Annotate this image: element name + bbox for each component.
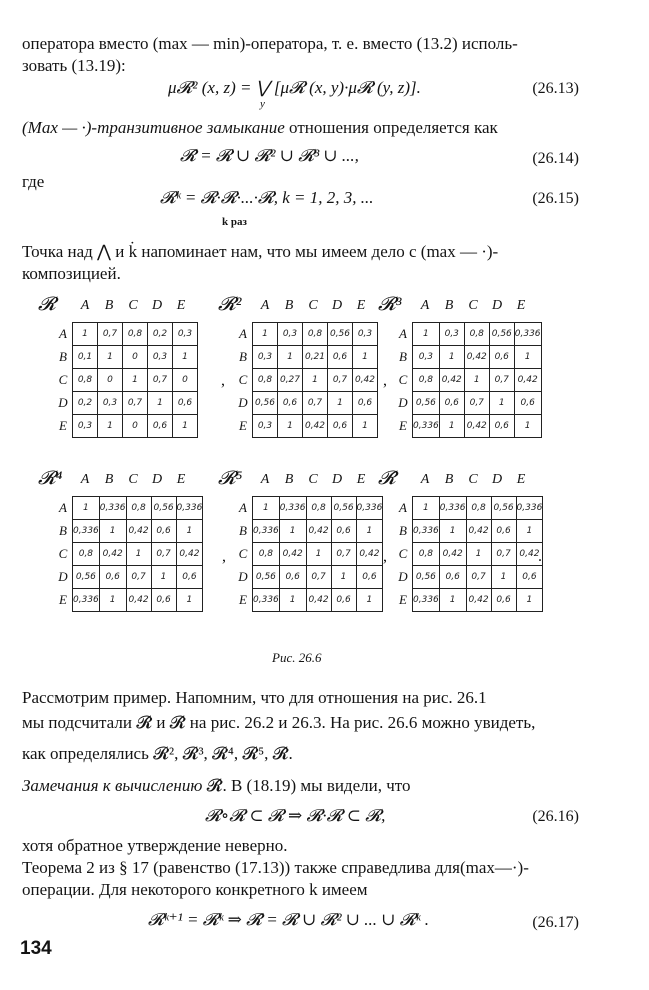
row-header: B: [59, 349, 67, 364]
matrix-cell: 1: [278, 346, 303, 369]
row-header: A: [239, 500, 247, 515]
matrix-1-column-headers: [73, 298, 193, 314]
matrix-1-table: [72, 322, 198, 438]
text-line-12: операции. Для некоторого конкретного k имеем: [22, 880, 368, 899]
row-header: D: [398, 569, 408, 584]
matrix-cell: 0,8: [303, 323, 328, 346]
matrix-row: [413, 415, 542, 438]
column-header: C: [468, 298, 478, 313]
row-header: C: [238, 546, 248, 561]
matrix-5-column-headers: [253, 472, 373, 488]
row-header: B: [239, 349, 247, 364]
matrix-row: [413, 520, 543, 543]
matrix-cell: 0,42: [516, 543, 543, 566]
column-header: A: [260, 298, 270, 313]
matrix-cell: 0,3: [173, 323, 198, 346]
matrix-cell: 0,42: [514, 369, 541, 392]
matrix-cell: 0,6: [148, 415, 173, 438]
matrix-separator: ,: [221, 372, 225, 389]
matrix-cell: 0,336: [253, 589, 280, 612]
matrix-row: [253, 346, 378, 369]
matrix-cell: 0,56: [328, 323, 353, 346]
text-line-2: зовать (13.19):: [22, 56, 126, 75]
column-header: A: [420, 472, 430, 487]
matrix-cell: 0,42: [464, 415, 489, 438]
matrix-cell: 1: [514, 346, 541, 369]
row-header: E: [399, 418, 407, 433]
text-line-8: как определялись 𝓡², 𝓡³, 𝓡⁴, 𝓡⁵, 𝓡̂.: [22, 744, 293, 763]
max-dot-label: (Max — ·)-: [22, 118, 98, 137]
matrix-cell: 0,6: [278, 392, 303, 415]
matrix-cell: 0,56: [151, 497, 176, 520]
formula-26-13: μ𝓡² (x, z) = ⋁ [μ𝓡 (x, y)·μ𝓡 (y, z)].: [168, 78, 421, 97]
matrix-2-label: 𝓡²: [218, 294, 242, 315]
figure-caption: Рис. 26.6: [272, 650, 322, 665]
matrix-4-column-headers: [73, 472, 193, 488]
matrix-cell: 0,336: [413, 520, 440, 543]
matrix-cell: 0,8: [123, 323, 148, 346]
matrix-cell: 0,6: [331, 520, 356, 543]
matrix-row: [73, 392, 198, 415]
matrix-separator: ,: [383, 372, 387, 389]
row-header: C: [398, 546, 408, 561]
matrix-cell: 1: [413, 497, 440, 520]
remarks-heading: Замечания к вычислению: [22, 776, 203, 795]
matrix-separator: ,: [383, 548, 387, 565]
matrix-cell: 0,336: [176, 497, 203, 520]
matrix-row: [413, 323, 542, 346]
matrix-4-table: [72, 496, 203, 612]
matrix-cell: 0,336: [99, 497, 126, 520]
matrix-cell: 0,56: [413, 392, 440, 415]
matrix-cell: 0: [123, 415, 148, 438]
column-header: E: [176, 298, 186, 313]
matrix-cell: 0,6: [491, 589, 516, 612]
matrix-cell: 0,56: [253, 392, 278, 415]
matrix-cell: 1: [491, 566, 516, 589]
matrix-cell: 1: [99, 520, 126, 543]
formula-26-14: 𝓡̂ = 𝓡 ∪ 𝓡² ∪ 𝓡³ ∪ ...,: [180, 146, 359, 165]
matrix-6-label: 𝓡̂: [378, 468, 396, 489]
matrix-cell: 1: [148, 392, 173, 415]
matrix-cell: 0,3: [253, 346, 278, 369]
matrix-row: [73, 520, 203, 543]
row-header: E: [59, 592, 67, 607]
text-line-4: Точка над ⋀ и k̇ напоминает нам, что мы имеем дело с (max — ·)-: [22, 242, 499, 261]
row-header: C: [58, 372, 68, 387]
row-header: C: [398, 372, 408, 387]
column-header: E: [516, 472, 526, 487]
matrix-cell: 0,7: [489, 369, 514, 392]
matrix-cell: 1: [253, 497, 280, 520]
text-where: где: [22, 172, 45, 191]
matrix-row: [253, 566, 383, 589]
matrix-cell: 0,56: [413, 566, 440, 589]
matrix-row: [413, 346, 542, 369]
matrix-row: [413, 566, 543, 589]
row-header: B: [239, 523, 247, 538]
matrix-cell: 1: [278, 415, 303, 438]
matrix-cell: 0,7: [306, 566, 331, 589]
row-header: D: [58, 569, 68, 584]
column-header: D: [331, 472, 343, 487]
matrix-cell: 1: [516, 589, 543, 612]
matrix-cell: 1: [306, 543, 331, 566]
column-header: A: [420, 298, 430, 313]
matrix-3-table: [412, 322, 542, 438]
matrix-cell: 0,27: [278, 369, 303, 392]
column-header: B: [444, 472, 454, 487]
matrix-cell: 0,8: [73, 369, 98, 392]
text-line-3: [22, 118, 498, 138]
matrix-row: [253, 415, 378, 438]
matrix-cell: 0: [98, 369, 123, 392]
matrix-6-column-headers: [413, 472, 533, 488]
row-header: A: [239, 326, 247, 341]
matrix-cell: 0,42: [99, 543, 126, 566]
matrix-cell: 1: [279, 520, 306, 543]
matrix-row: [73, 346, 198, 369]
matrix-row: [413, 589, 543, 612]
matrix-cell: 1: [356, 520, 383, 543]
matrix-cell: 0,8: [466, 497, 491, 520]
matrix-cell: 1: [466, 543, 491, 566]
matrix-cell: 0,6: [353, 392, 378, 415]
matrix-cell: 0,7: [126, 566, 151, 589]
column-header: D: [151, 298, 163, 313]
matrix-cell: 1: [489, 392, 514, 415]
matrix-cell: 0,336: [73, 589, 100, 612]
matrix-cell: 1: [514, 415, 541, 438]
matrix-cell: 1: [123, 369, 148, 392]
matrix-cell: 1: [73, 497, 100, 520]
column-header: E: [356, 472, 366, 487]
matrix-cell: 0,7: [151, 543, 176, 566]
matrix-cell: 0,8: [73, 543, 100, 566]
matrix-cell: 1: [176, 520, 203, 543]
column-header: E: [516, 298, 526, 313]
page-number: 134: [20, 938, 52, 959]
row-header: A: [399, 326, 407, 341]
column-header: B: [284, 298, 294, 313]
term-transitive-closure: транзитивное замыкание: [97, 118, 285, 137]
text-line-9: [22, 776, 410, 796]
matrix-cell: 0,336: [413, 415, 440, 438]
matrix-cell: 1: [173, 346, 198, 369]
matrix-cell: 0,336: [514, 323, 541, 346]
matrix-row: [253, 392, 378, 415]
matrix-cell: 0,336: [413, 589, 440, 612]
matrix-cell: 1: [516, 520, 543, 543]
matrix-cell: 0,336: [253, 520, 280, 543]
matrix-row: [253, 543, 383, 566]
matrix-1-label: 𝓡: [38, 294, 56, 315]
matrix-row: [73, 566, 203, 589]
matrix-cell: 1: [439, 520, 466, 543]
matrix-row: [73, 589, 203, 612]
matrix-cell: 1: [99, 589, 126, 612]
matrix-cell: 0,6: [514, 392, 541, 415]
matrix-cell: 1: [279, 589, 306, 612]
matrix-cell: 0,6: [439, 566, 466, 589]
column-header: B: [444, 298, 454, 313]
formula-26-15-brace-label: k раз: [222, 216, 247, 228]
matrix-cell: 0,8: [253, 369, 278, 392]
matrix-cell: 1: [356, 589, 383, 612]
matrix-cell: 0,3: [73, 415, 98, 438]
matrix-cell: 0,42: [306, 520, 331, 543]
matrix-cell: 0,56: [489, 323, 514, 346]
matrix-cell: 0,56: [491, 497, 516, 520]
column-header: E: [176, 472, 186, 487]
matrix-cell: 0,336: [439, 497, 466, 520]
matrix-cell: 1: [253, 323, 278, 346]
column-header: B: [104, 298, 114, 313]
column-header: C: [128, 298, 138, 313]
matrix-cell: 0,7: [303, 392, 328, 415]
matrix-row: [253, 323, 378, 346]
matrix-cell: 1: [98, 415, 123, 438]
matrix-cell: 0: [173, 369, 198, 392]
matrix-cell: 0,6: [356, 566, 383, 589]
matrix-cell: 0,42: [356, 543, 383, 566]
matrix-row: [73, 369, 198, 392]
matrix-cell: 0,42: [303, 415, 328, 438]
matrix-cell: 0: [123, 346, 148, 369]
text-line-9-rest: 𝓡̂. В (18.19) мы видели, что: [202, 776, 411, 795]
column-header: B: [284, 472, 294, 487]
matrix-cell: 0,7: [148, 369, 173, 392]
matrix-cell: 0,8: [253, 543, 280, 566]
matrix-cell: 0,3: [353, 323, 378, 346]
row-header: B: [399, 349, 407, 364]
column-header: D: [491, 472, 503, 487]
row-header: A: [59, 326, 67, 341]
matrix-cell: 0,336: [279, 497, 306, 520]
matrix-cell: 1: [439, 589, 466, 612]
matrix-cell: 0,7: [464, 392, 489, 415]
column-header: C: [308, 298, 318, 313]
matrix-cell: 0,6: [516, 566, 543, 589]
formula-26-16: 𝓡∘𝓡 ⊂ 𝓡 ⇒ 𝓡·𝓡 ⊂ 𝓡,: [205, 806, 386, 825]
eq-number-26-17: (26.17): [532, 914, 579, 931]
matrix-5-table: [252, 496, 383, 612]
matrix-3-label: 𝓡³: [378, 294, 402, 315]
matrix-cell: 1: [353, 346, 378, 369]
matrix-row: [253, 589, 383, 612]
matrix-cell: 1: [98, 346, 123, 369]
matrix-cell: 0,56: [331, 497, 356, 520]
matrix-cell: 1: [439, 415, 464, 438]
matrix-row: [413, 369, 542, 392]
matrix-cell: 0,42: [306, 589, 331, 612]
text-line-3-rest: отношения определяется как: [284, 118, 498, 137]
matrix-cell: 0,6: [491, 520, 516, 543]
matrix-row: [73, 497, 203, 520]
row-header: E: [59, 418, 67, 433]
column-header: C: [308, 472, 318, 487]
column-header: D: [331, 298, 343, 313]
matrix-cell: 0,56: [253, 566, 280, 589]
matrix-cell: 0,3: [253, 415, 278, 438]
matrix-cell: 0,3: [278, 323, 303, 346]
matrix-cell: 0,42: [126, 520, 151, 543]
matrix-cell: 0,6: [489, 346, 514, 369]
eq-number-26-14: (26.14): [532, 150, 579, 167]
text-line-10: хотя обратное утверждение неверно.: [22, 836, 288, 855]
matrix-cell: 1: [303, 369, 328, 392]
matrix-row: [73, 543, 203, 566]
row-header: D: [58, 395, 68, 410]
matrix-cell: 0,1: [73, 346, 98, 369]
matrix-cell: 0,42: [464, 346, 489, 369]
matrix-row: [413, 543, 543, 566]
matrix-row: [253, 497, 383, 520]
matrix-cell: 0,8: [413, 543, 440, 566]
eq-number-26-16: (26.16): [532, 808, 579, 825]
row-header: D: [238, 569, 248, 584]
matrix-cell: 0,7: [466, 566, 491, 589]
column-header: B: [104, 472, 114, 487]
matrix-cell: 0,6: [328, 415, 353, 438]
row-header: C: [238, 372, 248, 387]
matrix-cell: 0,6: [439, 392, 464, 415]
matrix-cell: 0,8: [306, 497, 331, 520]
matrix-cell: 0,42: [466, 520, 491, 543]
matrix-cell: 0,42: [353, 369, 378, 392]
text-line-1: оператора вместо (max — min)-оператора, т. е. вместо (13.2) исполь-: [22, 34, 518, 53]
matrix-cell: 0,3: [413, 346, 440, 369]
matrix-cell: 0,3: [98, 392, 123, 415]
column-header: E: [356, 298, 366, 313]
matrix-row: [73, 323, 198, 346]
matrix-cell: 1: [353, 415, 378, 438]
matrix-row: [253, 520, 383, 543]
matrix-cell: 0,6: [489, 415, 514, 438]
matrix-cell: 0,336: [73, 520, 100, 543]
column-header: D: [491, 298, 503, 313]
matrix-row: [73, 415, 198, 438]
column-header: A: [260, 472, 270, 487]
matrix-cell: 1: [126, 543, 151, 566]
matrix-cell: 0,7: [98, 323, 123, 346]
matrix-cell: 1: [331, 566, 356, 589]
row-header: A: [59, 500, 67, 515]
matrix-2-column-headers: [253, 298, 373, 314]
matrix-row: [253, 369, 378, 392]
matrix-cell: 0,42: [176, 543, 203, 566]
matrix-cell: 0,7: [123, 392, 148, 415]
matrix-separator: ,: [222, 548, 226, 565]
matrix-cell: 1: [151, 566, 176, 589]
matrix-row: [413, 392, 542, 415]
matrix-cell: 0,7: [491, 543, 516, 566]
matrix-5-label: 𝓡⁵: [218, 468, 243, 489]
matrix-cell: 0,42: [126, 589, 151, 612]
matrix-cell: 0,3: [148, 346, 173, 369]
column-header: C: [128, 472, 138, 487]
matrix-cell: 0,42: [466, 589, 491, 612]
matrix-cell: 0,6: [176, 566, 203, 589]
eq-number-26-13: (26.13): [532, 80, 579, 97]
matrix-cell: 0,7: [331, 543, 356, 566]
matrix-separator: .: [538, 548, 542, 565]
matrix-cell: 0,42: [439, 369, 464, 392]
matrix-cell: 1: [439, 346, 464, 369]
matrix-cell: 1: [328, 392, 353, 415]
matrix-cell: 0,7: [328, 369, 353, 392]
matrix-cell: 0,6: [99, 566, 126, 589]
row-header: B: [399, 523, 407, 538]
matrix-row: [413, 497, 543, 520]
text-line-5: композицией.: [22, 264, 121, 283]
matrix-cell: 1: [173, 415, 198, 438]
matrix-cell: 0,2: [73, 392, 98, 415]
matrix-3-column-headers: [413, 298, 533, 314]
matrix-cell: 0,8: [464, 323, 489, 346]
row-header: A: [399, 500, 407, 515]
matrix-cell: 1: [413, 323, 440, 346]
row-header: C: [58, 546, 68, 561]
text-line-6: Рассмотрим пример. Напомним, что для отношения на рис. 26.1: [22, 688, 487, 707]
matrix-cell: 0,8: [126, 497, 151, 520]
matrix-cell: 0,6: [331, 589, 356, 612]
matrix-cell: 0,6: [173, 392, 198, 415]
matrix-cell: 0,336: [356, 497, 383, 520]
matrix-cell: 0,6: [328, 346, 353, 369]
column-header: A: [80, 472, 90, 487]
matrix-6-table: [412, 496, 543, 612]
row-header: E: [239, 418, 247, 433]
matrix-cell: 0,8: [413, 369, 440, 392]
matrix-cell: 0,56: [73, 566, 100, 589]
matrix-cell: 0,21: [303, 346, 328, 369]
column-header: D: [151, 472, 163, 487]
matrix-cell: 0,6: [151, 520, 176, 543]
formula-26-15: 𝓡ᵏ = 𝓡·𝓡·...·𝓡, k = 1, 2, 3, ...: [160, 188, 374, 207]
matrix-cell: 0,6: [151, 589, 176, 612]
matrix-cell: 1: [464, 369, 489, 392]
column-header: C: [468, 472, 478, 487]
text-line-11: Теорема 2 из § 17 (равенство (17.13)) также справедлива для(max—·)-: [22, 858, 529, 877]
matrix-cell: 0,336: [516, 497, 543, 520]
column-header: A: [80, 298, 90, 313]
matrix-cell: 0,3: [439, 323, 464, 346]
matrix-cell: 0,6: [279, 566, 306, 589]
matrix-cell: 0,42: [439, 543, 466, 566]
matrix-cell: 0,2: [148, 323, 173, 346]
matrix-cell: 1: [73, 323, 98, 346]
matrix-cell: 1: [176, 589, 203, 612]
row-header: D: [398, 395, 408, 410]
matrix-2-table: [252, 322, 378, 438]
matrix-4-label: 𝓡⁴: [38, 468, 63, 489]
formula-26-17: 𝓡ᵏ⁺¹ = 𝓡ᵏ ⇒ 𝓡̂ = 𝓡 ∪ 𝓡² ∪ ... ∪ 𝓡ᵏ .: [148, 910, 429, 929]
text-line-7: мы подсчитали 𝓡̂ и 𝓡̂ на рис. 26.2 и 26.3. На рис. 26.6 можно увидеть,: [22, 713, 536, 732]
matrix-cell: 0,42: [279, 543, 306, 566]
row-header: E: [239, 592, 247, 607]
row-header: E: [399, 592, 407, 607]
row-header: B: [59, 523, 67, 538]
eq-number-26-15: (26.15): [532, 190, 579, 207]
formula-26-13-subscript: y: [260, 98, 265, 110]
row-header: D: [238, 395, 248, 410]
